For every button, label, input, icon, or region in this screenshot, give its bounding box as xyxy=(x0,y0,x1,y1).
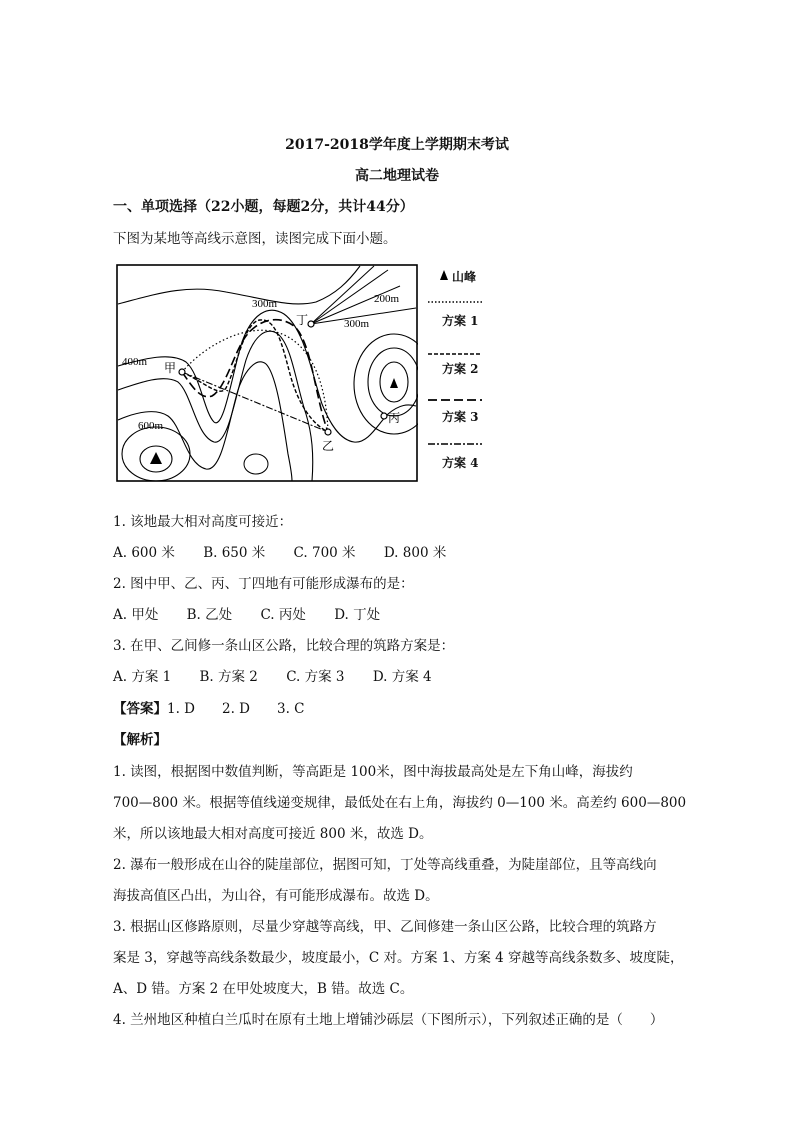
analysis-line: 米，所以该地最大相对高度可接近 800 米，故选 D。 xyxy=(113,826,433,842)
question-2-stem: 2. 图中甲、乙、丙、丁四地有可能形成瀑布的是： xyxy=(113,576,414,592)
place-bing: 丙 xyxy=(388,411,401,425)
section-intro: 下图为某地等高线示意图，读图完成下面小题。 xyxy=(113,231,397,247)
question-4-stem: 4. 兰州地区种植白兰瓜时在原有土地上增铺沙砾层（下图所示），下列叙述正确的是（ ） xyxy=(113,1012,664,1028)
question-1-stem: 1. 该地最大相对高度可接近： xyxy=(113,514,293,530)
option-b: B. 650 米 xyxy=(203,545,266,561)
section-heading: 一、单项选择（22小题，每题2分，共计44分） xyxy=(113,199,414,215)
option-a: A. 600 米 xyxy=(113,545,175,561)
legend-plan1: 方案 1 xyxy=(442,314,479,328)
exam-subtitle: 高二地理试卷 xyxy=(355,168,439,184)
contour-map xyxy=(116,264,418,482)
contour-label-300-right: 300m xyxy=(344,318,370,330)
map-legend xyxy=(428,262,488,472)
question-1-options xyxy=(113,541,470,561)
place-yi: 乙 xyxy=(322,439,335,453)
option-d: D. 丁处 xyxy=(334,607,381,623)
place-jia: 甲 xyxy=(164,361,177,375)
analysis-line: 2. 瀑布一般形成在山谷的陡崖部位，据图可知，丁处等高线重叠，为陡崖部位，且等高线向 xyxy=(113,857,657,873)
option-c: C. 丙处 xyxy=(260,607,306,623)
analysis-line: 700—800 米。根据等值线递变规律，最低处在右上角，海拔约 0—100 米。高差约 600—800 xyxy=(113,795,687,811)
option-d: D. 800 米 xyxy=(383,545,447,561)
analysis-label: 【解析】 xyxy=(113,732,167,748)
contour-label-400: 400m xyxy=(122,356,148,368)
analysis-line: 1. 读图，根据图中数值判断，等高距是 100米，图中海拔最高处是左下角山峰，海拔约 xyxy=(113,764,633,780)
contour-label-200: 200m xyxy=(374,293,400,305)
option-c: C. 700 米 xyxy=(293,545,356,561)
option-a: A. 甲处 xyxy=(113,607,159,623)
contour-label-300-top: 300m xyxy=(252,298,278,310)
place-ding: 丁 xyxy=(296,313,309,327)
legend-plan2: 方案 2 xyxy=(442,362,479,376)
analysis-line: 3. 根据山区修路原则，尽量少穿越等高线，甲、乙间修建一条山区公路，比较合理的筑路方 xyxy=(113,919,657,935)
option-b: B. 方案 2 xyxy=(199,669,258,685)
option-c: C. 方案 3 xyxy=(286,669,345,685)
question-3-options xyxy=(113,665,456,685)
answer-text: 1. D 2. D 3. C xyxy=(167,701,305,717)
analysis-line: A、D 错。方案 2 在甲处坡度大，B 错。故选 C。 xyxy=(113,981,414,997)
option-a: A. 方案 1 xyxy=(113,669,172,685)
answer-label: 【答案】 xyxy=(113,701,167,717)
contour-label-600: 600m xyxy=(138,420,164,432)
analysis-line: 案是 3，穿越等高线条数最少，坡度最小，C 对。方案 1、方案 4 穿越等高线条数多、坡度陡， xyxy=(113,950,684,966)
option-b: B. 乙处 xyxy=(186,607,233,623)
question-2-options xyxy=(113,603,404,623)
legend-plan4: 方案 4 xyxy=(442,456,479,470)
legend-plan3: 方案 3 xyxy=(442,410,479,424)
legend-peak: 山峰 xyxy=(452,270,477,284)
question-3-stem: 3. 在甲、乙间修一条山区公路，比较合理的筑路方案是： xyxy=(113,638,455,654)
analysis-line: 海拔高值区凸出，为山谷，有可能形成瀑布。故选 D。 xyxy=(113,888,439,904)
exam-title: 2017-2018学年度上学期期末考试 xyxy=(285,137,509,153)
option-d: D. 方案 4 xyxy=(372,669,432,685)
mountain-peak-icon xyxy=(440,270,448,280)
answer-line xyxy=(113,697,305,717)
